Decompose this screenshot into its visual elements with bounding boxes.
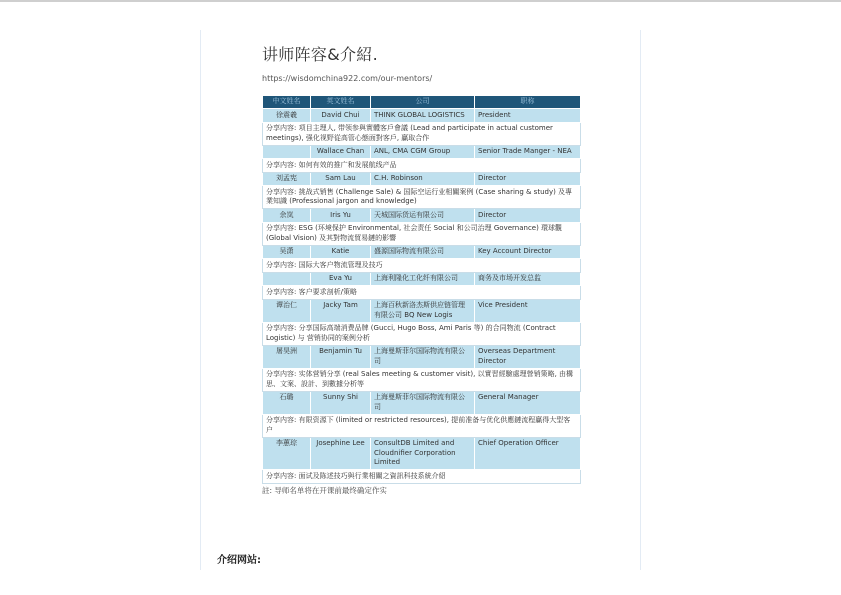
cell-chinese-name: 石璐 xyxy=(263,391,311,414)
cell-company: 上海曼斯菲尔国际物流有限公司 xyxy=(371,345,475,368)
share-content: 分享内容: 面试及陈述技巧與行業相關之資訊科技系統介紹 xyxy=(263,470,581,484)
cell-position: Senior Trade Manger - NEA xyxy=(475,145,581,159)
cell-company: 天城国际货运有限公司 xyxy=(371,209,475,223)
mentors-url: https://wisdomchina922.com/our-mentors/ xyxy=(262,74,433,83)
mentor-row xyxy=(263,172,581,186)
share-content: 分享内容: 分享国际高端消费品牌 (Gucci, Hugo Boss, Ami Paris 等) 的合同物流 (Contract Logistic) 与 营销协同的案例分析 xyxy=(263,322,581,345)
cell-company: 上海利隆化工化纤有限公司 xyxy=(371,272,475,286)
cell-position: Vice President xyxy=(475,299,581,322)
cell-chinese-name: 徐震羲 xyxy=(263,109,311,123)
mentor-row xyxy=(263,209,581,223)
document-image xyxy=(262,40,582,496)
cell-company: 上海百秋新洛杰斯供应链管理有限公司 BQ New Logis xyxy=(371,299,475,322)
mentor-row xyxy=(263,145,581,159)
cell-company: ConsultDB Limited and Cloudnifier Corporation Limited xyxy=(371,437,475,470)
header-position: 职称 xyxy=(475,96,581,109)
page-title: 讲师阵容&介紹. xyxy=(262,45,378,64)
share-content: 分享内容: 客户要求剖析/策略 xyxy=(263,286,581,300)
mentor-row xyxy=(263,272,581,286)
top-divider xyxy=(0,0,841,2)
mentor-row xyxy=(263,109,581,123)
share-row xyxy=(263,186,581,209)
cell-company: C.H. Robinson xyxy=(371,172,475,186)
mentor-row xyxy=(263,437,581,470)
share-content: 分享内容: 项目主理人, 带领参與實體客戶會議 (Lead and participate in actual customer meetings), 强化视野從高管心態面對客戶, 贏取合作 xyxy=(263,122,581,145)
cell-english-name: David Chui xyxy=(311,109,371,123)
share-row xyxy=(263,286,581,300)
cell-chinese-name: 余岚 xyxy=(263,209,311,223)
table-header-row xyxy=(263,96,581,109)
share-content: 分享内容: 有限资源下 (limited or restricted resources), 提前准备与优化供應鏈流程贏得大型客户 xyxy=(263,414,581,437)
cell-company: THINK GLOBAL LOGISTICS xyxy=(371,109,475,123)
cell-position: Director xyxy=(475,172,581,186)
cell-company: ANL, CMA CGM Group xyxy=(371,145,475,159)
cell-chinese-name xyxy=(263,145,311,159)
header-english-name: 英文姓名 xyxy=(311,96,371,109)
mentor-table xyxy=(262,95,581,484)
cell-chinese-name: 吴潇 xyxy=(263,245,311,259)
mentor-row xyxy=(263,299,581,322)
cell-position: Key Account Director xyxy=(475,245,581,259)
cell-english-name: Benjamin Tu xyxy=(311,345,371,368)
share-row xyxy=(263,222,581,245)
footnote: 註: 导师名单将在开课前最终确定作实 xyxy=(262,485,387,495)
share-row xyxy=(263,322,581,345)
cell-english-name: Eva Yu xyxy=(311,272,371,286)
cell-chinese-name: 谭治仁 xyxy=(263,299,311,322)
cell-english-name: Katie xyxy=(311,245,371,259)
cell-english-name: Sunny Shi xyxy=(311,391,371,414)
mentor-row xyxy=(263,345,581,368)
mentor-row xyxy=(263,391,581,414)
cell-chinese-name xyxy=(263,272,311,286)
cell-position: President xyxy=(475,109,581,123)
cell-english-name: Jacky Tam xyxy=(311,299,371,322)
share-content: 分享内容: 挑战式销售 (Challenge Sale) & 国际空运行业相關案例 (Case sharing & study) 及專業知識 (Professional jargon and knowledge) xyxy=(263,186,581,209)
share-content: 分享内容: 如何有效的推广和发展航线产品 xyxy=(263,159,581,173)
share-row xyxy=(263,470,581,484)
cell-chinese-name: 刘孟宪 xyxy=(263,172,311,186)
share-content: 分享内容: 国际大客户物流管理及技巧 xyxy=(263,259,581,273)
share-row xyxy=(263,414,581,437)
cell-english-name: Sam Lau xyxy=(311,172,371,186)
page-frame-left xyxy=(200,30,201,570)
header-chinese-name: 中文姓名 xyxy=(263,96,311,109)
cell-chinese-name: 李蕙琮 xyxy=(263,437,311,470)
intro-heading: 介绍网站: xyxy=(217,555,261,566)
share-content: 分享内容: 实体营销分享 (real Sales meeting & customer visit), 以實習經驗處理營销策略, 由構思、文案、設計、到數據分析等 xyxy=(263,368,581,391)
share-row xyxy=(263,368,581,391)
cell-position: 商务及市场开发总监 xyxy=(475,272,581,286)
page-frame-right xyxy=(640,30,641,570)
share-row xyxy=(263,259,581,273)
mentor-row xyxy=(263,245,581,259)
header-company: 公司 xyxy=(371,96,475,109)
cell-position: Chief Operation Officer xyxy=(475,437,581,470)
cell-company: 盛源国际物流有限公司 xyxy=(371,245,475,259)
cell-english-name: Josephine Lee xyxy=(311,437,371,470)
cell-chinese-name: 屠昊洲 xyxy=(263,345,311,368)
share-row xyxy=(263,159,581,173)
cell-position: Overseas Department Director xyxy=(475,345,581,368)
share-content: 分享内容: ESG (环境保护 Environmental, 社会责任 Social 和公司治理 Governance) 環球觀 (Global Vision) 及其對物流貿易鏈的影響 xyxy=(263,222,581,245)
cell-position: Director xyxy=(475,209,581,223)
cell-company: 上海曼斯菲尔国际物流有限公司 xyxy=(371,391,475,414)
share-row xyxy=(263,122,581,145)
cell-position: General Manager xyxy=(475,391,581,414)
cell-english-name: Iris Yu xyxy=(311,209,371,223)
cell-english-name: Wallace Chan xyxy=(311,145,371,159)
